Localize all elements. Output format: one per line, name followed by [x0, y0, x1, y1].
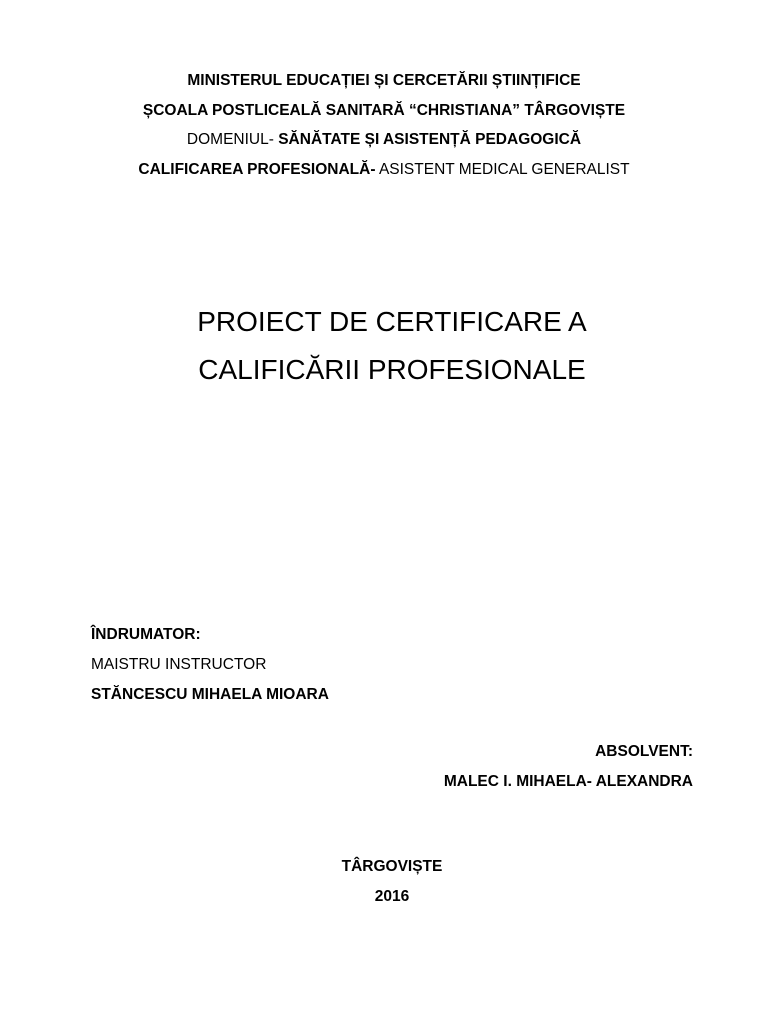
domain-value: SĂNĂTATE ȘI ASISTENȚĂ PEDAGOGICĂ [273, 131, 582, 148]
graduate-name: MALEC I. MIHAELA- ALEXANDRA [443, 773, 693, 790]
coordinator-name: STĂNCESCU MIHAELA MIOARA [91, 686, 329, 703]
school-line: ȘCOALA POSTLICEALĂ SANITARĂ “CHRISTIANA” TÂRGOVIȘTE [142, 101, 626, 119]
footer-year: 2016 [374, 888, 410, 905]
institution-header [0, 66, 768, 184]
coordinator-role: MAISTRU INSTRUCTOR [91, 656, 267, 673]
graduate-label: ABSOLVENT: [595, 743, 693, 760]
document-title [0, 298, 768, 394]
ministry-line: MINISTERUL EDUCAȚIEI ȘI CERCETĂRII ȘTIINȚIFICE [187, 72, 581, 89]
domain-line [0, 125, 768, 155]
coordinator-block [91, 620, 329, 710]
domain-label: DOMENIUL- [186, 131, 274, 148]
title-line-1: PROIECT DE CERTIFICARE A [197, 306, 587, 337]
footer-block [0, 852, 768, 912]
title-line-2: CALIFICĂRII PROFESIONALE [198, 354, 586, 385]
qualification-label: CALIFICAREA PROFESIONALĂ- [138, 160, 376, 178]
coordinator-label: ÎNDRUMATOR: [91, 626, 201, 643]
qualification-line [0, 155, 768, 185]
graduate-block [444, 737, 693, 797]
qualification-value: ASISTENT MEDICAL GENERALIST [375, 160, 630, 178]
footer-city: TÂRGOVIȘTE [341, 858, 443, 875]
